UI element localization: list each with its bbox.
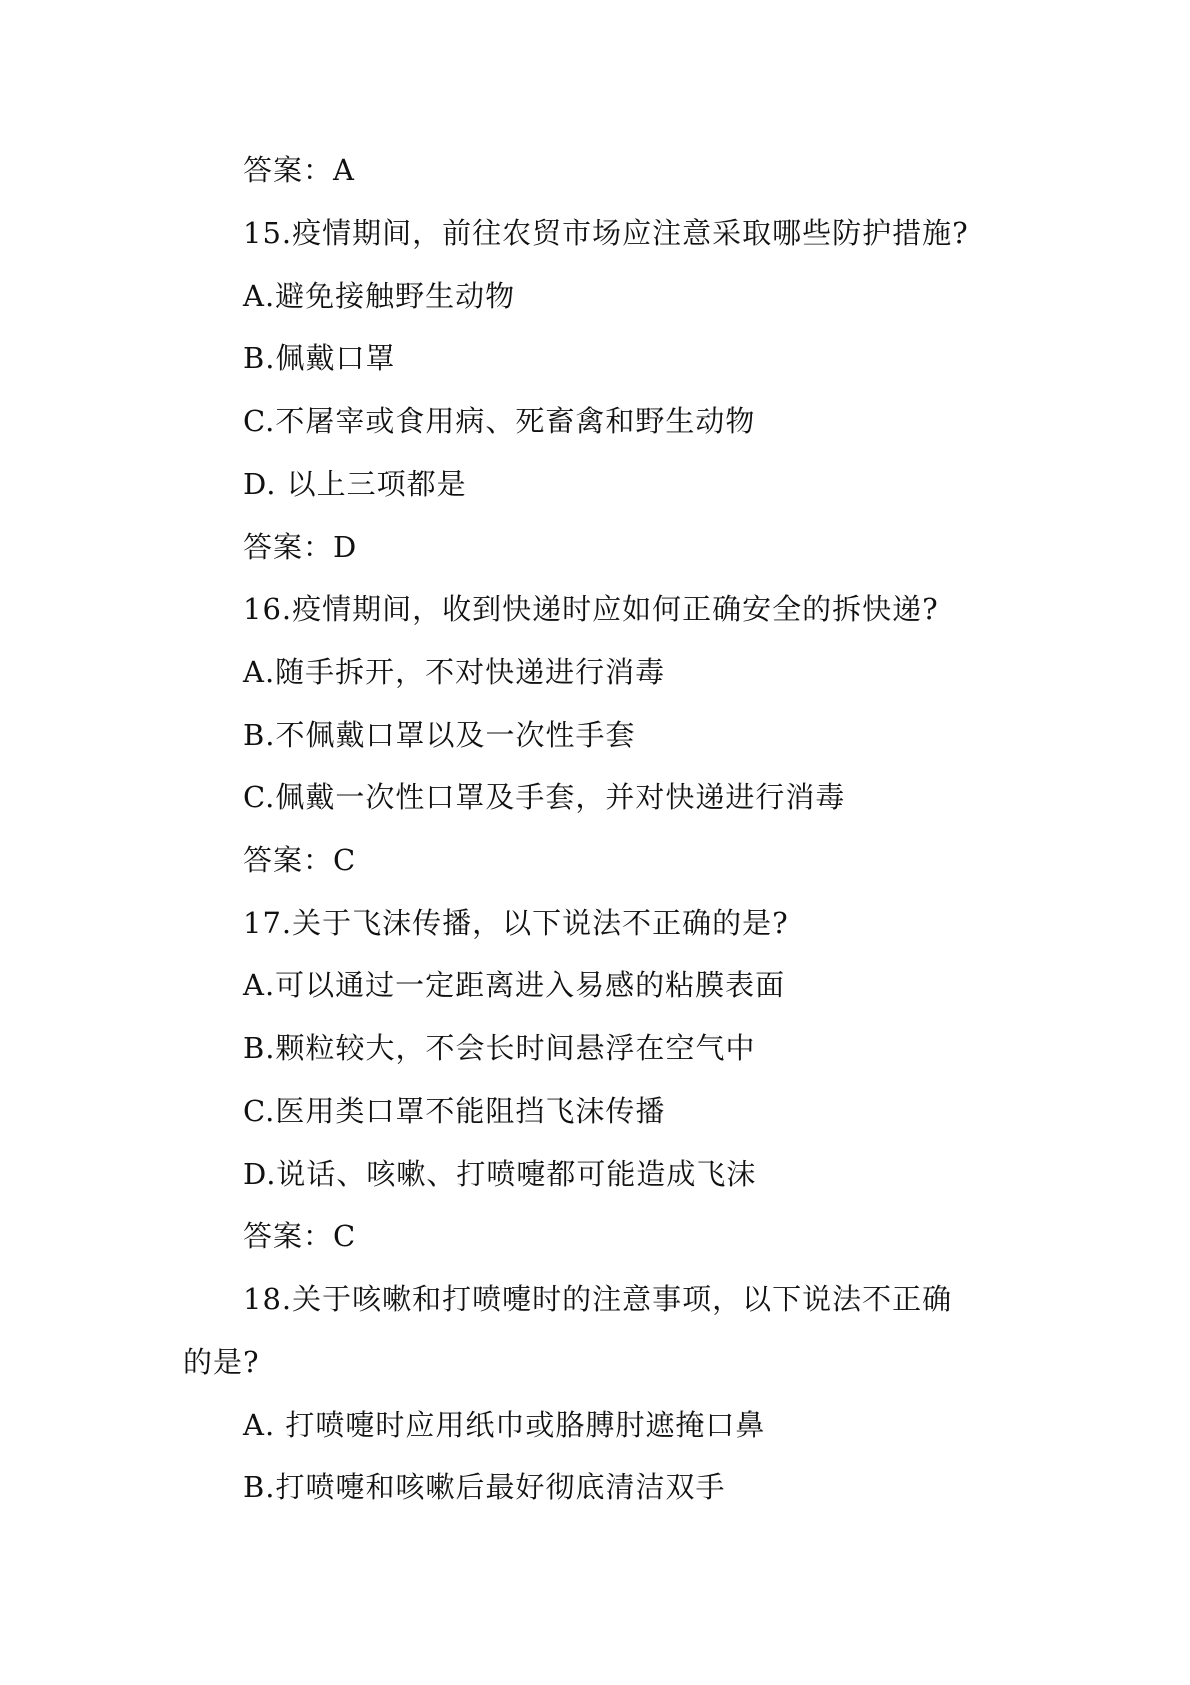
question-15: 15.疫情期间，前往农贸市场应注意采取哪些防护措施? xyxy=(243,216,969,250)
answer-line: 答案：A xyxy=(243,153,355,187)
answer-line: 答案：D xyxy=(243,530,358,564)
option-b: B.打喷嚏和咳嗽后最好彻底清洁双手 xyxy=(243,1470,726,1504)
answer-line: 答案：C xyxy=(243,1219,357,1253)
option-a: A.避免接触野生动物 xyxy=(243,279,516,313)
question-17: 17.关于飞沫传播，以下说法不正确的是? xyxy=(243,906,789,940)
option-a: A. 打喷嚏时应用纸巾或胳膊肘遮掩口鼻 xyxy=(243,1408,766,1442)
option-a: A.随手拆开，不对快递进行消毒 xyxy=(243,655,666,689)
option-b: B.颗粒较大，不会长时间悬浮在空气中 xyxy=(243,1031,756,1065)
option-a: A.可以通过一定距离进入易感的粘膜表面 xyxy=(243,968,786,1002)
option-c: C.不屠宰或食用病、死畜禽和野生动物 xyxy=(243,404,756,438)
option-c: C.医用类口罩不能阻挡飞沫传播 xyxy=(243,1094,666,1128)
question-16: 16.疫情期间，收到快递时应如何正确安全的拆快递? xyxy=(243,592,939,626)
option-d: D.说话、咳嗽、打喷嚏都可能造成飞沫 xyxy=(243,1157,757,1191)
option-b: B.佩戴口罩 xyxy=(243,341,396,375)
option-d: D. 以上三项都是 xyxy=(243,467,467,501)
question-18: 18.关于咳嗽和打喷嚏时的注意事项，以下说法不正确 xyxy=(243,1282,953,1316)
answer-line: 答案：C xyxy=(243,843,357,877)
option-c: C.佩戴一次性口罩及手套，并对快递进行消毒 xyxy=(243,780,846,814)
question-18-continued: 的是? xyxy=(183,1345,260,1379)
option-b: B.不佩戴口罩以及一次性手套 xyxy=(243,718,636,752)
